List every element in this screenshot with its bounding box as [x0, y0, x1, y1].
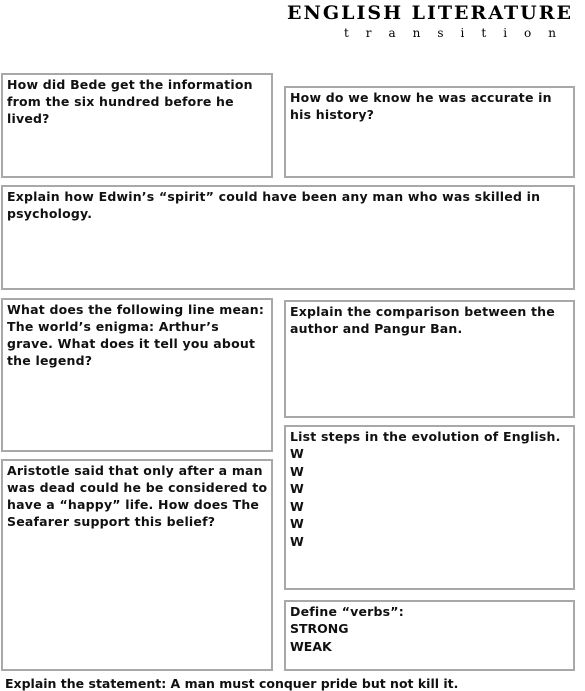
evolution-step: W — [290, 533, 304, 549]
header-subtitle: transition — [343, 26, 573, 40]
header-title: ENGLISH LITERATURE — [287, 2, 573, 24]
question-box-seafarer — [1, 459, 273, 671]
verb-types-list — [290, 620, 573, 655]
evolution-steps-list — [290, 445, 573, 550]
verb-type: WEAK — [290, 638, 332, 654]
question-text: How do we know he was accurate in his history? — [290, 90, 552, 122]
evolution-step: W — [290, 481, 304, 496]
question-box-arthurs-grave — [1, 298, 273, 452]
evolution-step: W — [290, 498, 304, 514]
question-pride-statement: Explain the statement: A man must conquer pride but not kill it. — [5, 676, 459, 691]
verb-type: STRONG — [290, 621, 349, 636]
question-box-edwin-spirit — [1, 185, 575, 290]
question-text: Explain how Edwin’s “spirit” could have been any man who was skilled in psychology. — [7, 189, 541, 221]
question-box-pangur-ban — [284, 300, 575, 418]
question-box-evolution-of-english — [284, 425, 575, 590]
question-box-accuracy — [284, 86, 575, 178]
question-box-define-verbs — [284, 600, 575, 671]
evolution-step: W — [290, 446, 304, 461]
question-box-bede-information — [1, 73, 273, 178]
question-text: What does the following line mean: The world’s enigma: Arthur’s grave. What does it tell you about the legend? — [7, 302, 265, 368]
question-text: How did Bede get the information from the six hundred before he lived? — [7, 77, 253, 126]
question-text: Aristotle said that only after a man was dead could he be considered to have a “happy” life. How does The Seafarer support this belief? — [7, 463, 268, 529]
question-text: Explain the comparison between the author and Pangur Ban. — [290, 304, 555, 336]
evolution-step: W — [290, 463, 304, 479]
question-text: List steps in the evolution of English. — [290, 429, 561, 444]
evolution-step: W — [290, 516, 304, 531]
question-text: Define “verbs”: — [290, 604, 404, 619]
